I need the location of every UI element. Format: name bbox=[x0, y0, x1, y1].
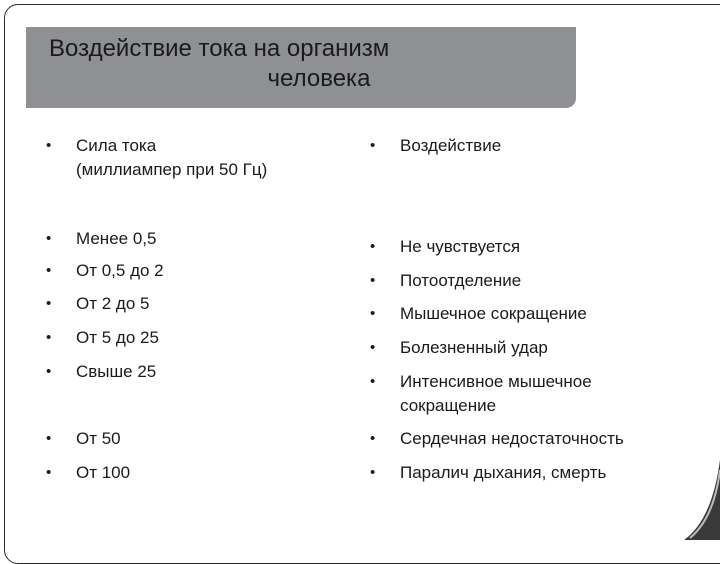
list-item bbox=[46, 461, 130, 485]
bullet: • bbox=[46, 230, 52, 247]
left-header-line-1: Сила тока bbox=[76, 136, 157, 155]
list-item bbox=[46, 326, 159, 350]
list-item bbox=[370, 461, 606, 485]
bullet: • bbox=[46, 430, 52, 447]
list-item-text: От 100 bbox=[76, 463, 131, 482]
list-item-text: От 50 bbox=[76, 429, 121, 448]
bullet: • bbox=[46, 137, 52, 154]
list-item-text: Менее 0,5 bbox=[76, 229, 157, 248]
left-column-header bbox=[46, 134, 267, 182]
left-header-line-2: (миллиампер при 50 Гц) bbox=[76, 160, 268, 179]
list-item bbox=[370, 302, 587, 326]
list-item bbox=[370, 235, 520, 259]
list-item bbox=[46, 360, 156, 384]
bullet: • bbox=[370, 430, 376, 447]
list-item bbox=[370, 269, 521, 293]
bullet: • bbox=[46, 464, 52, 481]
list-item bbox=[46, 227, 156, 251]
right-column-header bbox=[370, 134, 501, 158]
page-curl-decoration bbox=[684, 460, 720, 540]
bullet: • bbox=[46, 295, 52, 312]
bullet: • bbox=[370, 464, 376, 481]
list-item-text: Болезненный удар bbox=[400, 338, 548, 357]
bullet: • bbox=[46, 262, 52, 279]
list-item-text: Паралич дыхания, смерть bbox=[400, 463, 607, 482]
bullet: • bbox=[46, 329, 52, 346]
list-item-text-line-2: сокращение bbox=[400, 396, 497, 415]
bullet: • bbox=[370, 137, 376, 154]
list-item-text: Свыше 25 bbox=[76, 362, 157, 381]
list-item-text: Не чувствуется bbox=[400, 237, 521, 256]
list-item bbox=[46, 292, 149, 316]
bullet: • bbox=[370, 339, 376, 356]
bullet: • bbox=[370, 305, 376, 322]
slide-title-line-1: Воздействие тока на организм bbox=[49, 35, 390, 62]
list-item-text: От 0,5 до 2 bbox=[76, 261, 164, 280]
bullet: • bbox=[46, 363, 52, 380]
bullet: • bbox=[370, 272, 376, 289]
list-item-text-line-1: Интенсивное мышечное bbox=[400, 372, 592, 391]
list-item bbox=[370, 370, 592, 418]
slide-title bbox=[49, 34, 529, 94]
list-item-text: От 2 до 5 bbox=[76, 294, 150, 313]
right-header-text: Воздействие bbox=[400, 136, 502, 155]
bullet: • bbox=[370, 373, 376, 390]
bullet: • bbox=[370, 238, 376, 255]
list-item bbox=[46, 427, 121, 451]
list-item bbox=[46, 259, 164, 283]
list-item-text: Сердечная недостаточность bbox=[400, 429, 624, 448]
slide-title-line-2: человека bbox=[267, 65, 371, 92]
list-item-text: Потоотделение bbox=[400, 271, 522, 290]
list-item bbox=[370, 336, 548, 360]
list-item-text: От 5 до 25 bbox=[76, 328, 159, 347]
list-item-text: Мышечное сокращение bbox=[400, 304, 587, 323]
list-item bbox=[370, 427, 624, 451]
